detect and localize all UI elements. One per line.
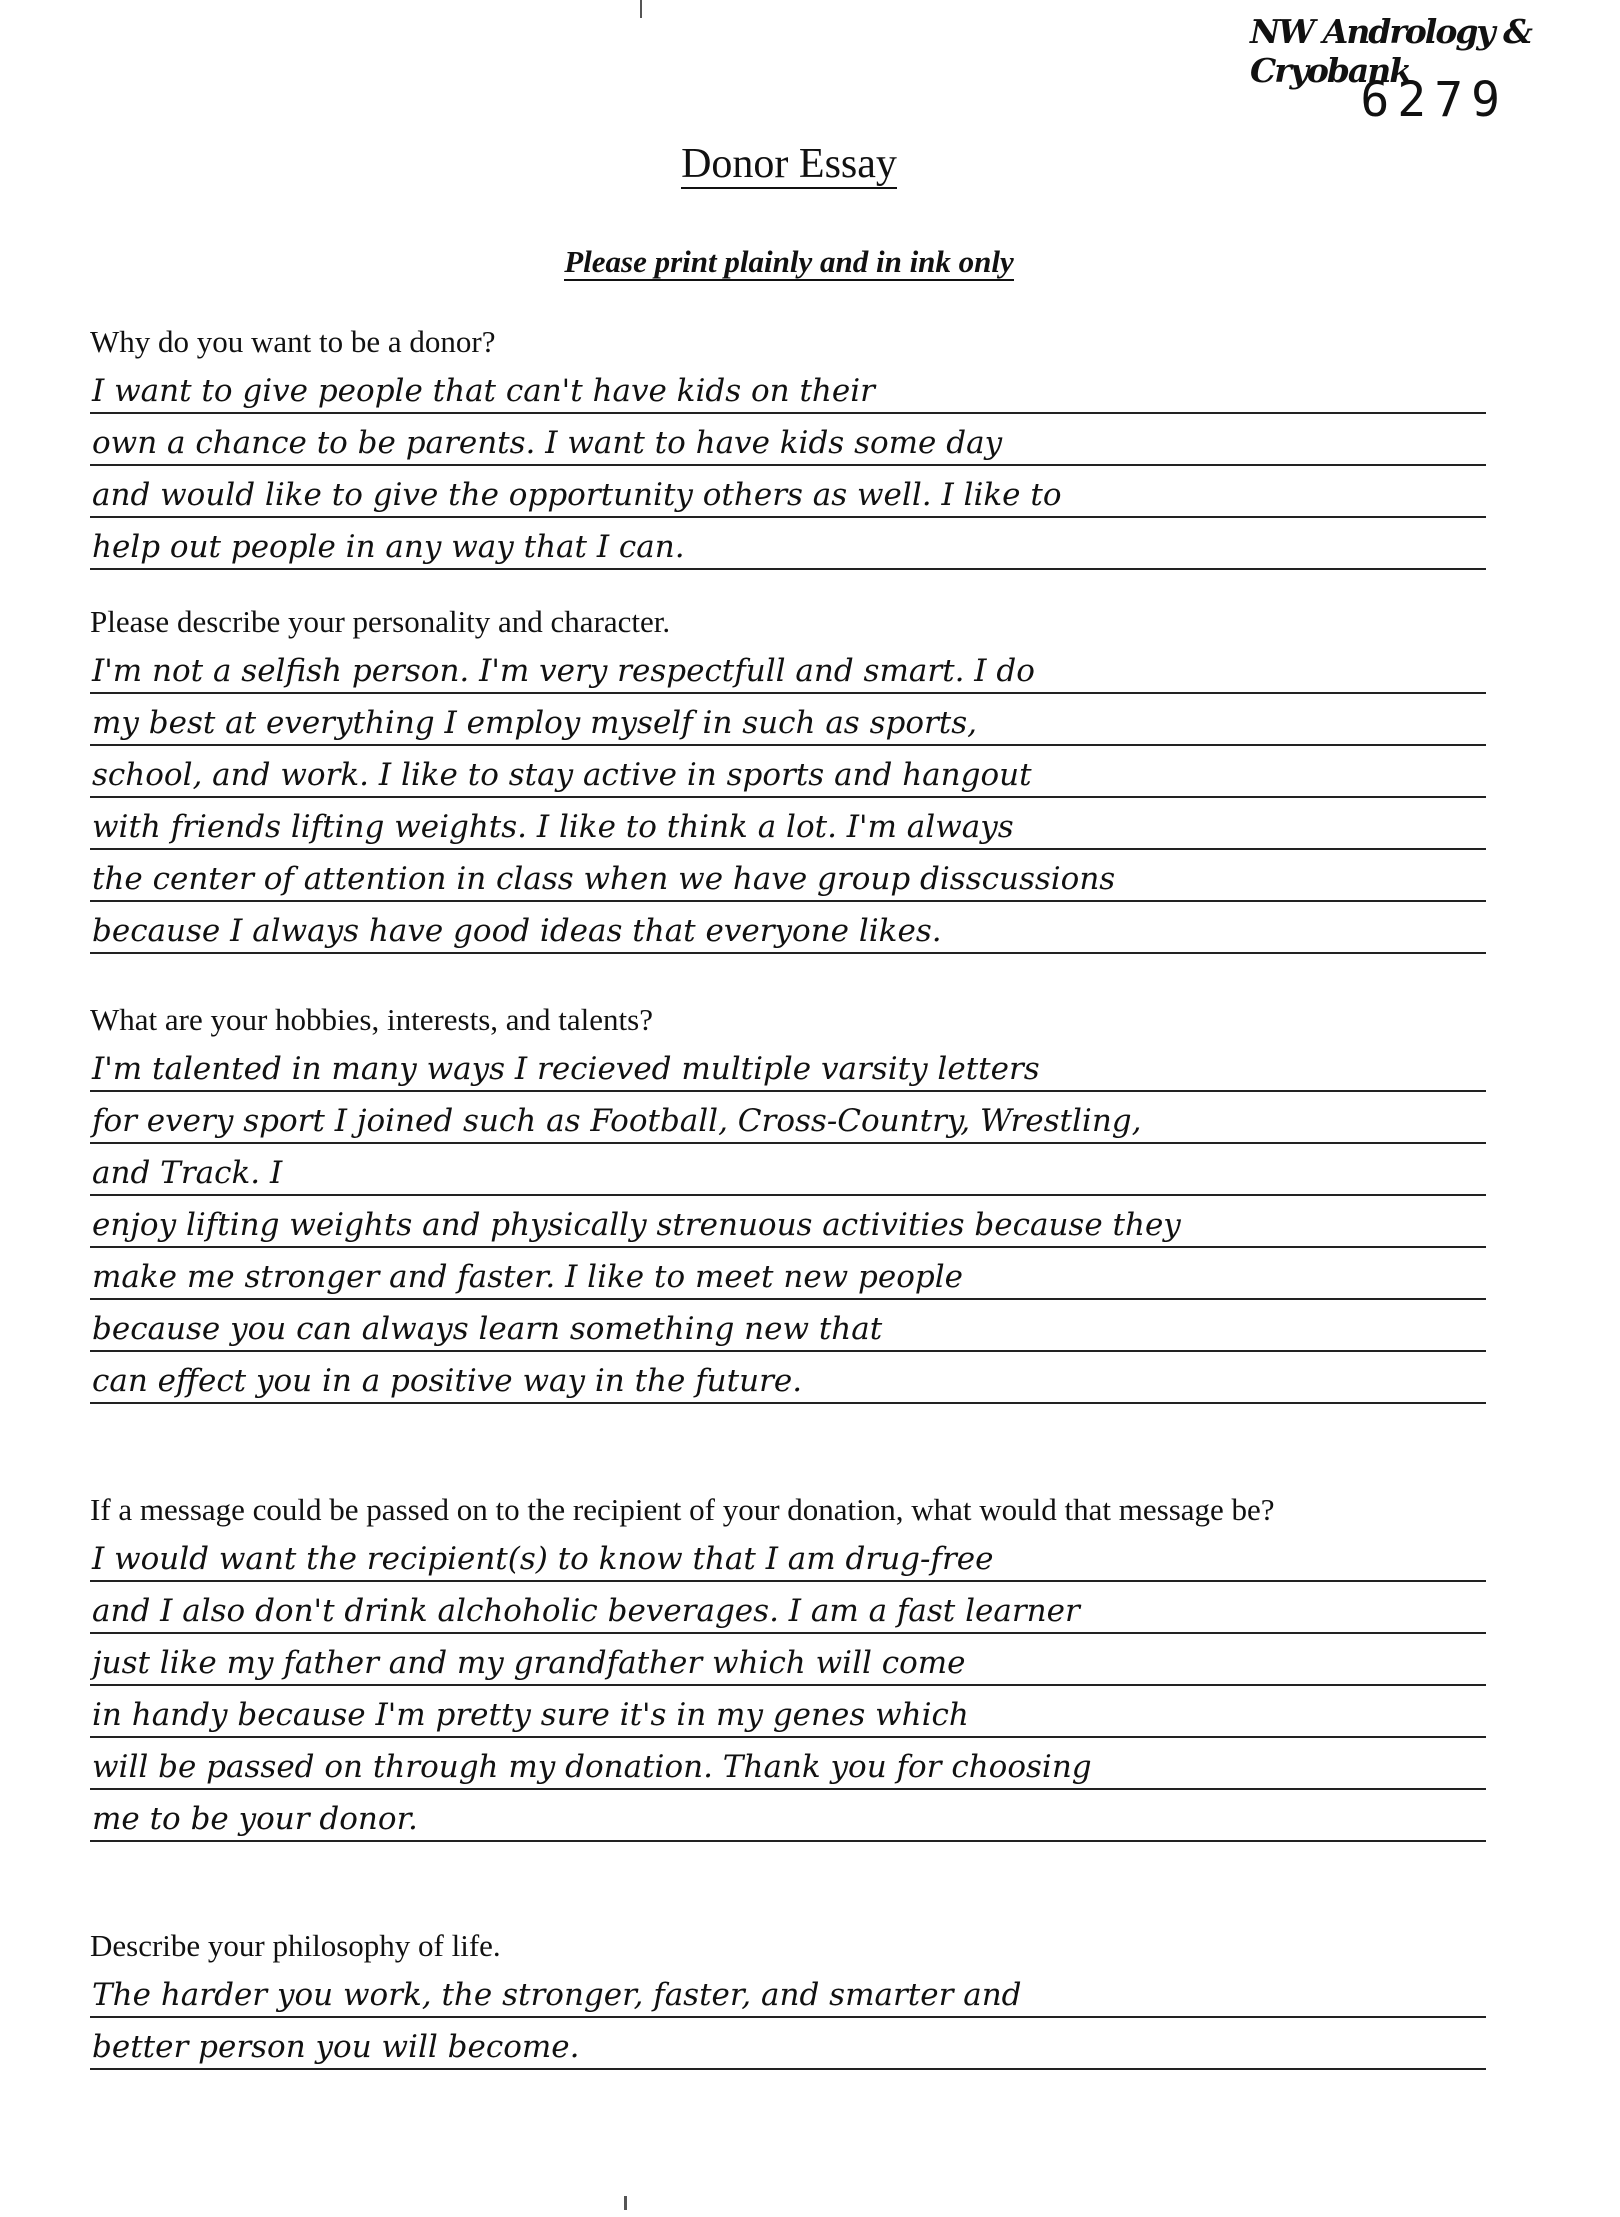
answer-line <box>90 694 1486 746</box>
answer-line <box>90 1092 1486 1144</box>
answer-line <box>90 362 1486 414</box>
answer-text: and would like to give the opportunity others as well. I like to <box>92 477 1062 513</box>
answer-text: I want to give people that can't have kids on their <box>92 373 875 409</box>
instruction-text: Please print plainly and in ink only <box>564 244 1014 279</box>
answer-line <box>90 1248 1486 1300</box>
header-stamp <box>1250 0 1620 140</box>
answer-line <box>90 1300 1486 1352</box>
answer-text: because you can always learn something new that <box>92 1311 883 1347</box>
question: Please describe your personality and character. <box>90 604 671 639</box>
answer-line <box>90 1040 1486 1092</box>
answer-text: because I always have good ideas that everyone likes. <box>92 913 942 949</box>
answer-line <box>90 1738 1486 1790</box>
section-message <box>90 1490 1486 1842</box>
answer-line <box>90 518 1486 570</box>
answer-text: with friends lifting weights. I like to think a lot. I'm always <box>92 809 1014 845</box>
answer-text: for every sport I joined such as Football, Cross-Country, Wrestling, <box>92 1103 1142 1139</box>
answer-text: and Track. I <box>92 1155 283 1191</box>
answer-line <box>90 1634 1486 1686</box>
section-why-donor <box>90 322 1486 570</box>
question: Describe your philosophy of life. <box>90 1928 501 1963</box>
answer-text: I'm talented in many ways I recieved multiple varsity letters <box>92 1051 1040 1087</box>
answer-text: just like my father and my grandfather which will come <box>92 1645 966 1681</box>
scan-speck <box>624 2196 627 2210</box>
question: If a message could be passed on to the recipient of your donation, what would that message be? <box>90 1492 1275 1527</box>
answer-line <box>90 1686 1486 1738</box>
answer-text: can effect you in a positive way in the future. <box>92 1363 803 1399</box>
answer-text: school, and work. I like to stay active in sports and hangout <box>92 757 1032 793</box>
answer-line <box>90 1144 1486 1196</box>
answer-text: own a chance to be parents. I want to have kids some day <box>92 425 1003 461</box>
answer-text: my best at everything I employ myself in such as sports, <box>92 705 978 741</box>
answer-text: the center of attention in class when we have group disscussions <box>92 861 1116 897</box>
section-hobbies <box>90 1000 1486 1404</box>
page-title <box>0 140 1578 188</box>
answer-text: me to be your donor. <box>92 1801 418 1837</box>
question: What are your hobbies, interests, and talents? <box>90 1002 653 1037</box>
section-personality <box>90 602 1486 954</box>
answer-text: I'm not a selfish person. I'm very respectfull and smart. I do <box>92 653 1035 689</box>
answer-text: I would want the recipient(s) to know that I am drug-free <box>92 1541 994 1577</box>
scan-speck <box>640 0 642 18</box>
answer-line <box>90 466 1486 518</box>
answer-text: and I also don't drink alchoholic beverages. I am a fast learner <box>92 1593 1080 1629</box>
clinic-stamp: NW Andrology & Cryobank <box>1250 12 1531 90</box>
section-philosophy <box>90 1926 1486 2070</box>
answer-text: will be passed on through my donation. Thank you for choosing <box>92 1749 1092 1785</box>
answer-line <box>90 902 1486 954</box>
answer-line <box>90 2018 1486 2070</box>
answer-line <box>90 850 1486 902</box>
answer-line <box>90 1966 1486 2018</box>
answer-line <box>90 746 1486 798</box>
answer-line <box>90 1790 1486 1842</box>
answer-text: enjoy lifting weights and physically strenuous activities because they <box>92 1207 1181 1243</box>
answer-line <box>90 1352 1486 1404</box>
document-number: 6279 <box>1360 72 1508 128</box>
answer-line <box>90 1530 1486 1582</box>
title-text: Donor Essay <box>681 141 897 187</box>
instruction <box>0 244 1578 280</box>
answer-text: make me stronger and faster. I like to meet new people <box>92 1259 964 1295</box>
question: Why do you want to be a donor? <box>90 324 496 359</box>
answer-text: The harder you work, the stronger, faster, and smarter and <box>92 1977 1022 2013</box>
answer-text: better person you will become. <box>92 2029 580 2065</box>
answer-line <box>90 1582 1486 1634</box>
answer-line <box>90 798 1486 850</box>
answer-line <box>90 642 1486 694</box>
answer-line <box>90 414 1486 466</box>
answer-text: in handy because I'm pretty sure it's in my genes which <box>92 1697 969 1733</box>
answer-line <box>90 1196 1486 1248</box>
answer-text: help out people in any way that I can. <box>92 529 685 565</box>
